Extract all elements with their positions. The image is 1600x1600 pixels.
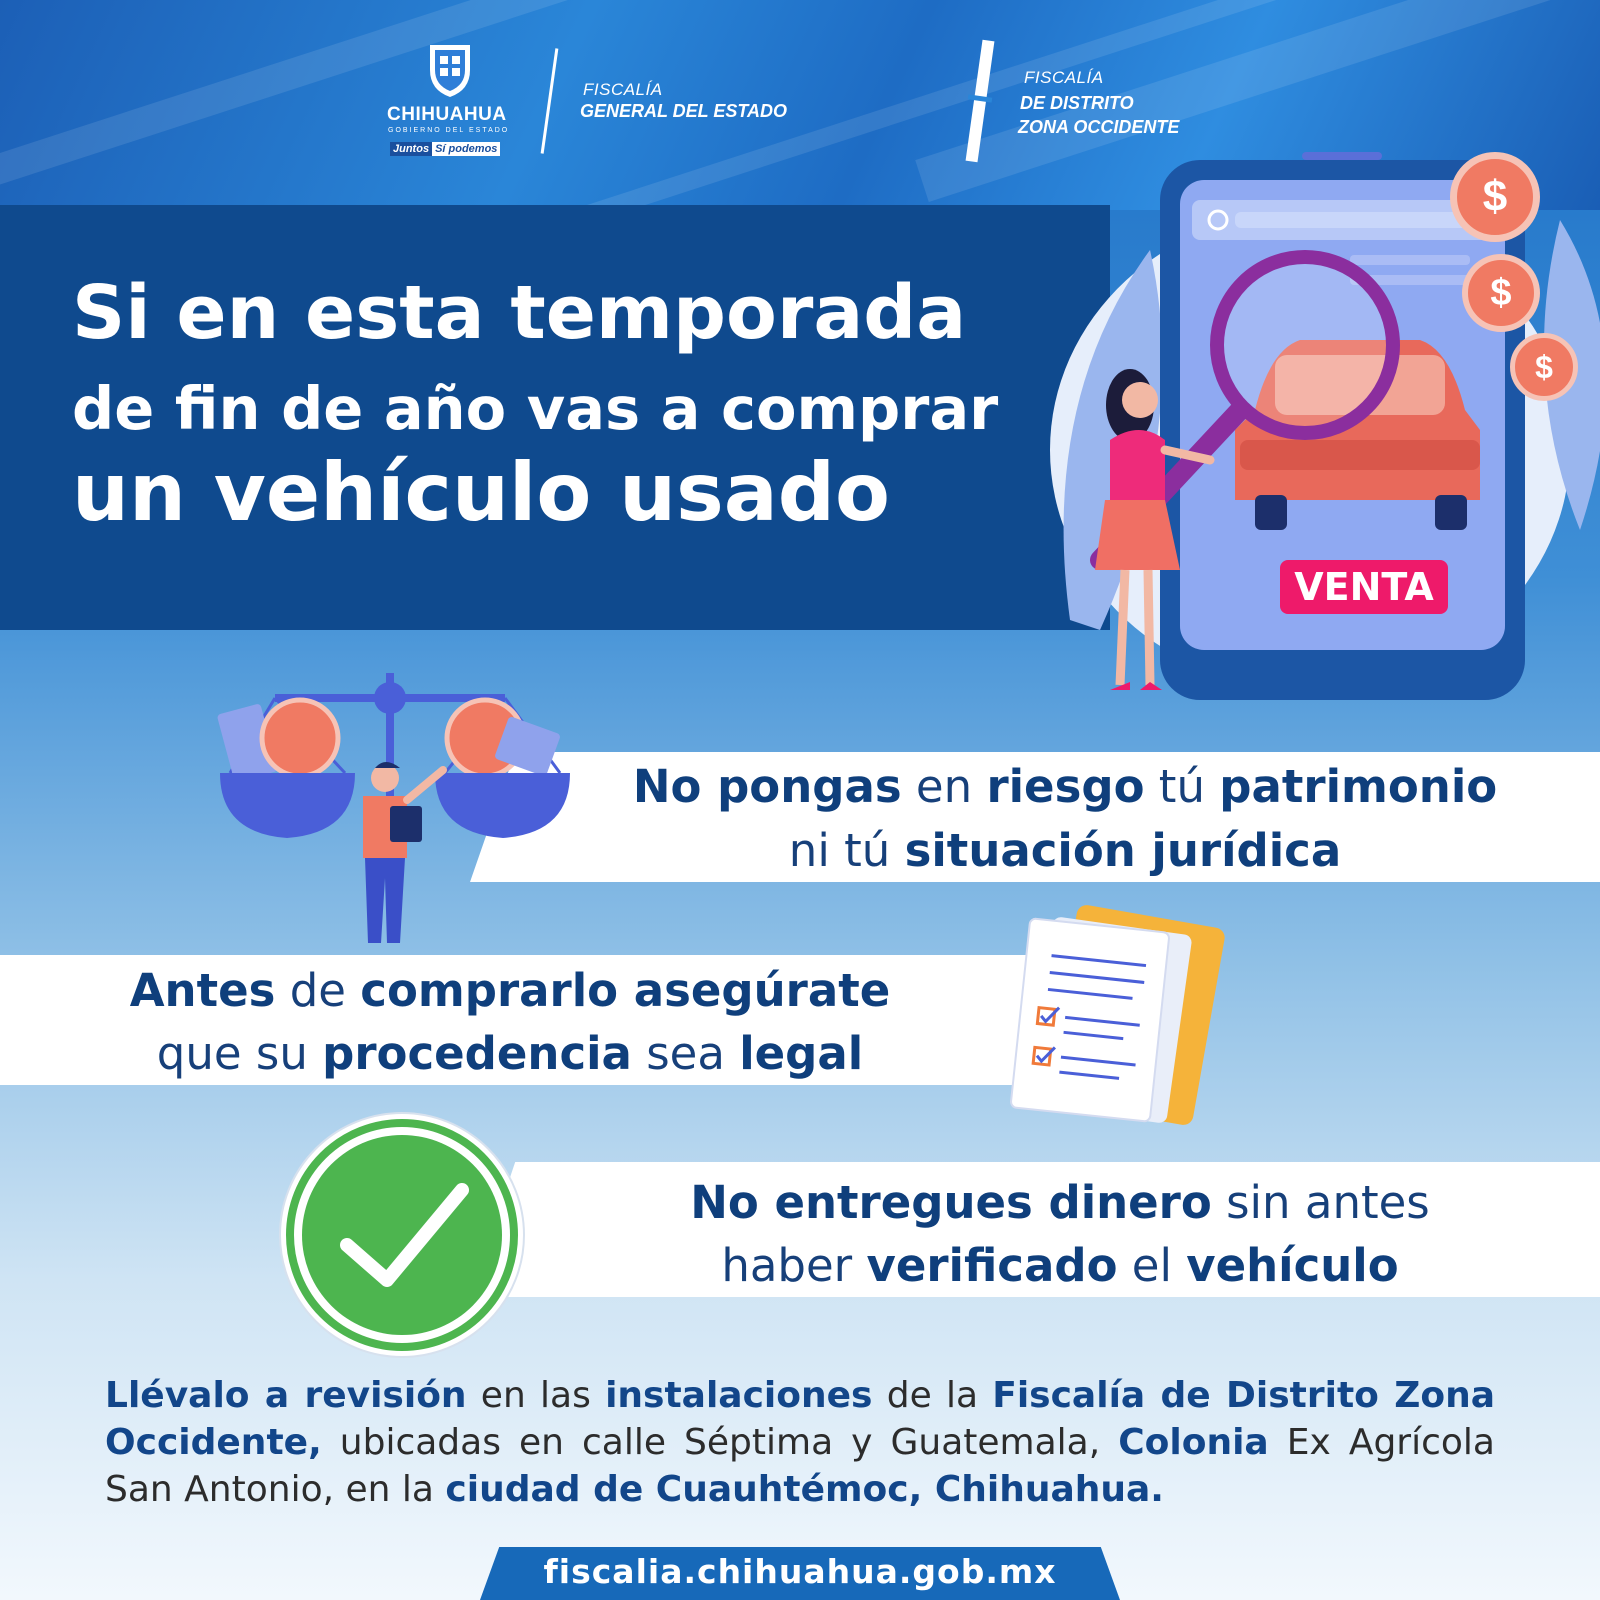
tip-text-segment: en: [901, 760, 987, 813]
closing-text-segment: Colonia: [1118, 1422, 1269, 1463]
header-divider-1: [541, 48, 559, 153]
fiscalia-general-line2: GENERAL DEL ESTADO: [580, 101, 788, 121]
tip-text-segment: No pongas: [632, 760, 902, 813]
coin-icon-1: $: [1450, 152, 1540, 242]
slogan-part-b: Sí podemos: [432, 142, 500, 156]
tip-text-segment: vehículo: [1186, 1239, 1399, 1292]
closing-text-segment: Llévalo a revisión: [105, 1375, 467, 1416]
tip-text-segment: sin antes: [1211, 1176, 1430, 1229]
closing-paragraph: [105, 1372, 1495, 1513]
documents-checklist-icon: [1000, 905, 1240, 1145]
chihuahua-seal-icon: [420, 40, 480, 100]
tip-text-segment: patrimonio: [1219, 760, 1498, 813]
website-link[interactable]: fiscalia.chihuahua.gob.mx: [543, 1552, 1057, 1591]
tip-3-line-2: [580, 1239, 1540, 1292]
title-line-1: Si en esta temporada: [72, 270, 967, 356]
coin-icon-3: $: [1510, 333, 1578, 401]
tip-text-segment: el: [1117, 1239, 1187, 1292]
coin-icon-2: $: [1462, 254, 1540, 332]
fiscalia-general-line1: FISCALÍA: [583, 80, 663, 99]
slogan: [390, 139, 500, 157]
tip-text-segment: ni tú: [788, 824, 905, 877]
tip-2-line-2: [60, 1027, 960, 1080]
tip-text-segment: tú: [1144, 760, 1220, 813]
venta-badge: VENTA: [1280, 560, 1448, 614]
fiscalia-distrito-line3: ZONA OCCIDENTE: [1018, 117, 1180, 137]
tip-text-segment: verificado: [866, 1239, 1118, 1292]
tip-text-segment: comprarlo asegúrate: [360, 964, 891, 1017]
logo-subtitle: GOBIERNO DEL ESTADO: [388, 127, 510, 134]
title-line-2: de fin de año vas a comprar: [72, 374, 999, 443]
title-line-3: un vehículo usado: [72, 446, 890, 539]
balance-scale-illustration: [215, 668, 585, 968]
closing-text-segment: instalaciones: [605, 1375, 873, 1416]
closing-text-segment: Ex Agrícola San Antonio, en la: [105, 1422, 1495, 1510]
tip-2-line-1: [60, 964, 960, 1017]
tip-text-segment: riesgo: [986, 760, 1145, 813]
closing-text-segment: en las: [466, 1375, 606, 1416]
closing-text-segment: Fiscalía de Distrito Zona Occidente,: [105, 1375, 1495, 1463]
closing-text-segment: ciudad de Cuauhtémoc, Chihuahua.: [445, 1469, 1164, 1510]
tip-text-segment: procedencia: [322, 1027, 632, 1080]
tip-text-segment: de: [275, 964, 361, 1017]
fiscalia-distrito-line2: DE DISTRITO: [1020, 93, 1134, 113]
tip-text-segment: Antes: [129, 964, 276, 1017]
slogan-part-a: Juntos: [390, 142, 432, 156]
fiscalia-distrito-line1: FISCALÍA: [1024, 68, 1104, 87]
tip-text-segment: situación jurídica: [904, 824, 1342, 877]
tip-text-segment: haber: [721, 1239, 867, 1292]
closing-text-segment: ubicadas en calle Séptima y Guatemala,: [321, 1422, 1119, 1463]
tip-text-segment: que su: [156, 1027, 323, 1080]
closing-text-segment: de la: [872, 1375, 993, 1416]
green-check-icon: [277, 1110, 527, 1360]
tip-1-line-2: [560, 824, 1570, 877]
tip-text-segment: No entregues dinero: [690, 1176, 1212, 1229]
tip-1-line-1: [560, 760, 1570, 813]
tip-text-segment: sea: [631, 1027, 740, 1080]
tip-3-line-1: [580, 1176, 1540, 1229]
logo-name: CHIHUAHUA: [387, 104, 507, 125]
tip-text-segment: legal: [739, 1027, 864, 1080]
